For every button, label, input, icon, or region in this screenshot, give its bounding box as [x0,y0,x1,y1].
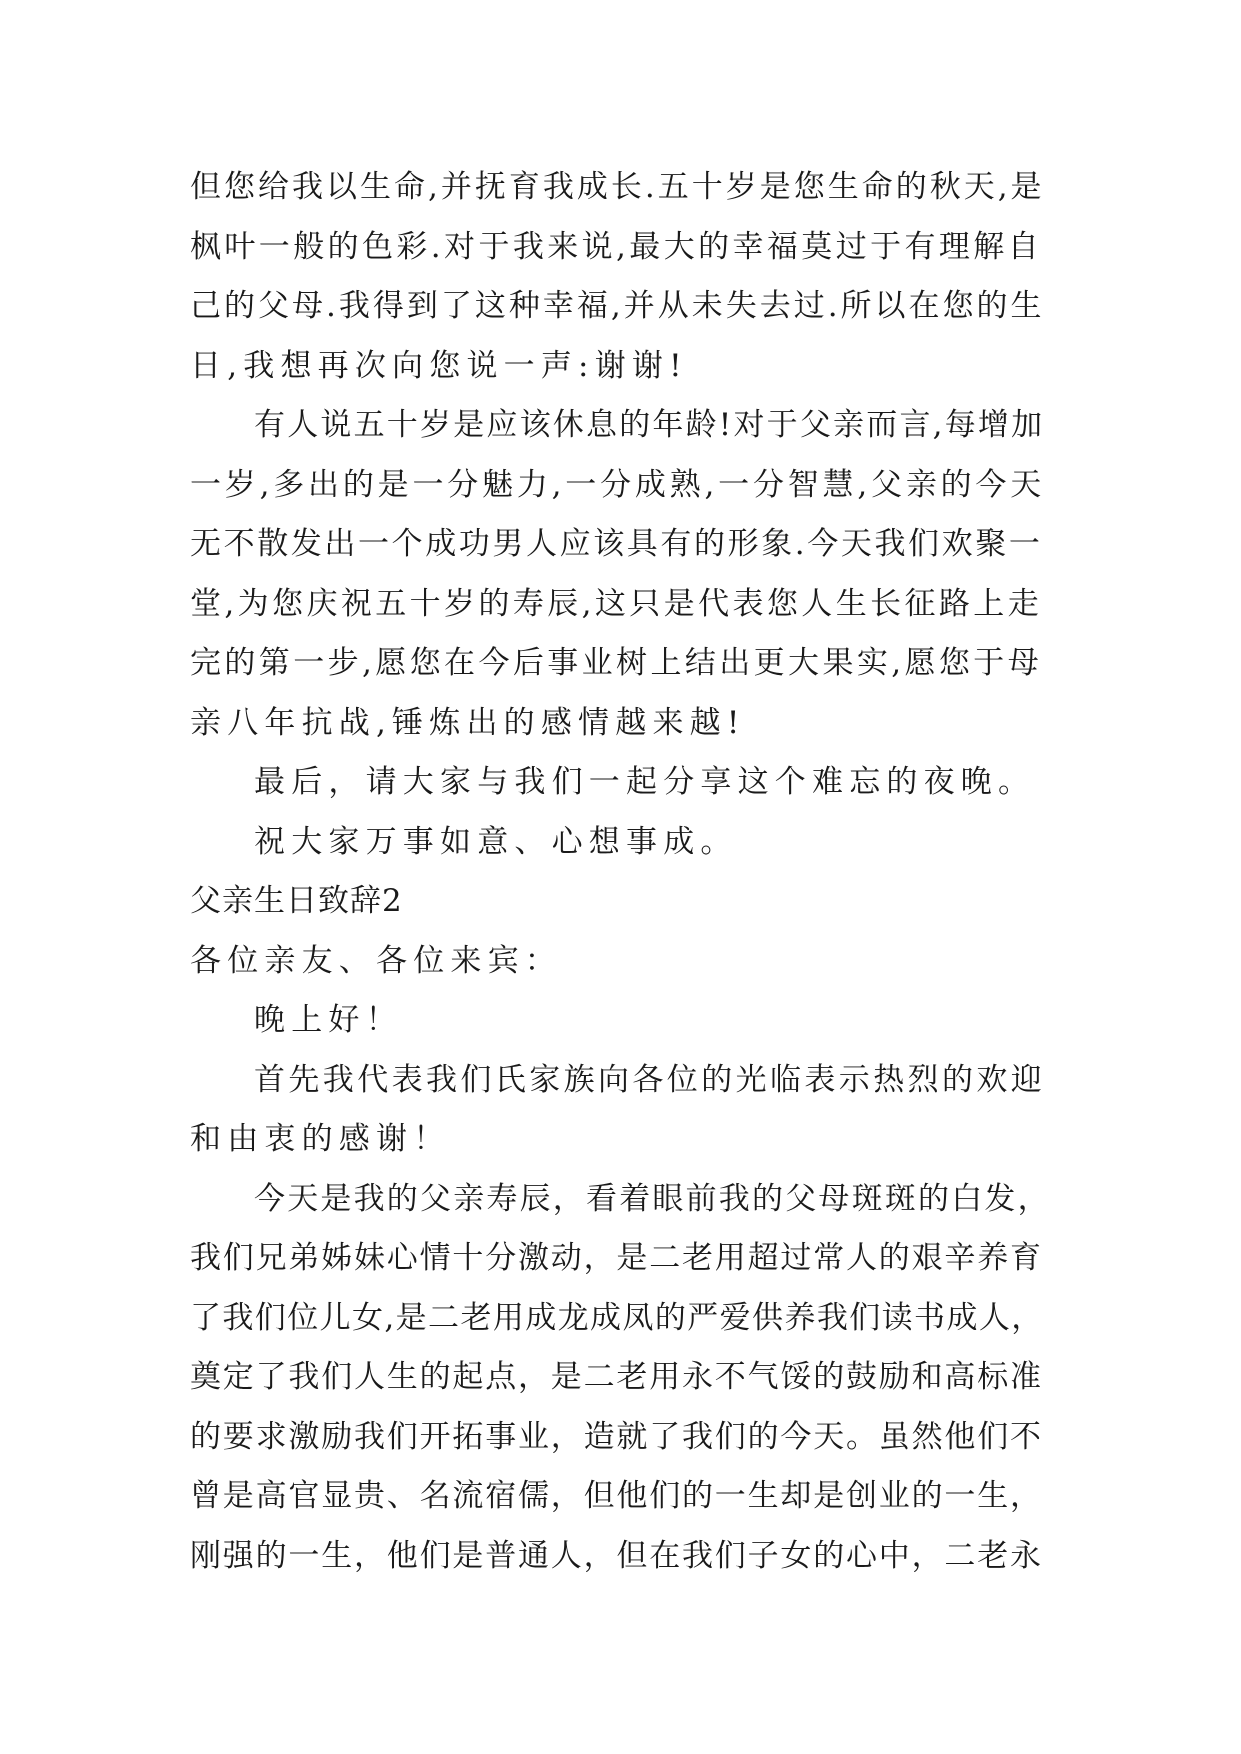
text-line: 各位亲友、各位来宾： [190,942,562,979]
text-line: 有人说五十岁是应该休息的年龄!对于父亲而言,每增加 [254,407,1045,443]
text-line: 一岁,多出的是一分魅力,一分成熟,一分智慧,父亲的今天 [190,466,1046,503]
text-line: 无不散发出一个成功男人应该具有的形象.今天我们欢聚一 [190,526,1043,562]
section-heading: 父亲生日致辞2 [190,883,403,919]
text-line: 枫叶一般的色彩.对于我来说,最大的幸福莫过于有理解自 [190,228,1043,265]
text-line: 曾是高官显贵、名流宿儒，但他们的一生却是创业的一生， [190,1478,1043,1514]
text-line: 晚上好！ [254,1002,403,1038]
text-line: 亲八年抗战,锤炼出的感情越来越! [190,704,746,741]
text-line: 堂,为您庆祝五十岁的寿辰,这只是代表您人生长征路上走 [190,585,1043,622]
text-line: 祝大家万事如意、心想事成。 [254,823,738,860]
text-line: 最后，请大家与我们一起分享这个难忘的夜晚。 [254,764,1036,800]
text-line: 我们兄弟姊妹心情十分激动，是二老用超过常人的艰辛养育 [190,1240,1043,1276]
text-line: 完的第一步,愿您在今后事业树上结出更大果实,愿您于母 [190,645,1043,681]
text-line: 奠定了我们人生的起点，是二老用永不气馁的鼓励和高标准 [190,1359,1043,1395]
text-line: 了我们位儿女,是二老用成龙成凤的严爱供养我们读书成人， [190,1299,1044,1336]
text-line: 日,我想再次向您说一声:谢谢! [190,347,688,384]
text-line: 但您给我以生命,并抚育我成长.五十岁是您生命的秋天,是 [190,169,1045,205]
text-line: 己的父母.我得到了这种幸福,并从未失去过.所以在您的生 [190,288,1045,324]
text-line: 今天是我的父亲寿辰，看着眼前我的父母斑斑的白发， [254,1180,1051,1217]
document-page [190,158,1052,1586]
text-line: 刚强的一生，他们是普通人，但在我们子女的心中，二老永 [190,1537,1043,1574]
text-line: 的要求激励我们开拓事业，造就了我们的今天。虽然他们不 [190,1418,1043,1455]
text-line: 和由衷的感谢！ [190,1121,451,1157]
text-line: 首先我代表我们氏家族向各位的光临表示热烈的欢迎 [254,1061,1046,1098]
